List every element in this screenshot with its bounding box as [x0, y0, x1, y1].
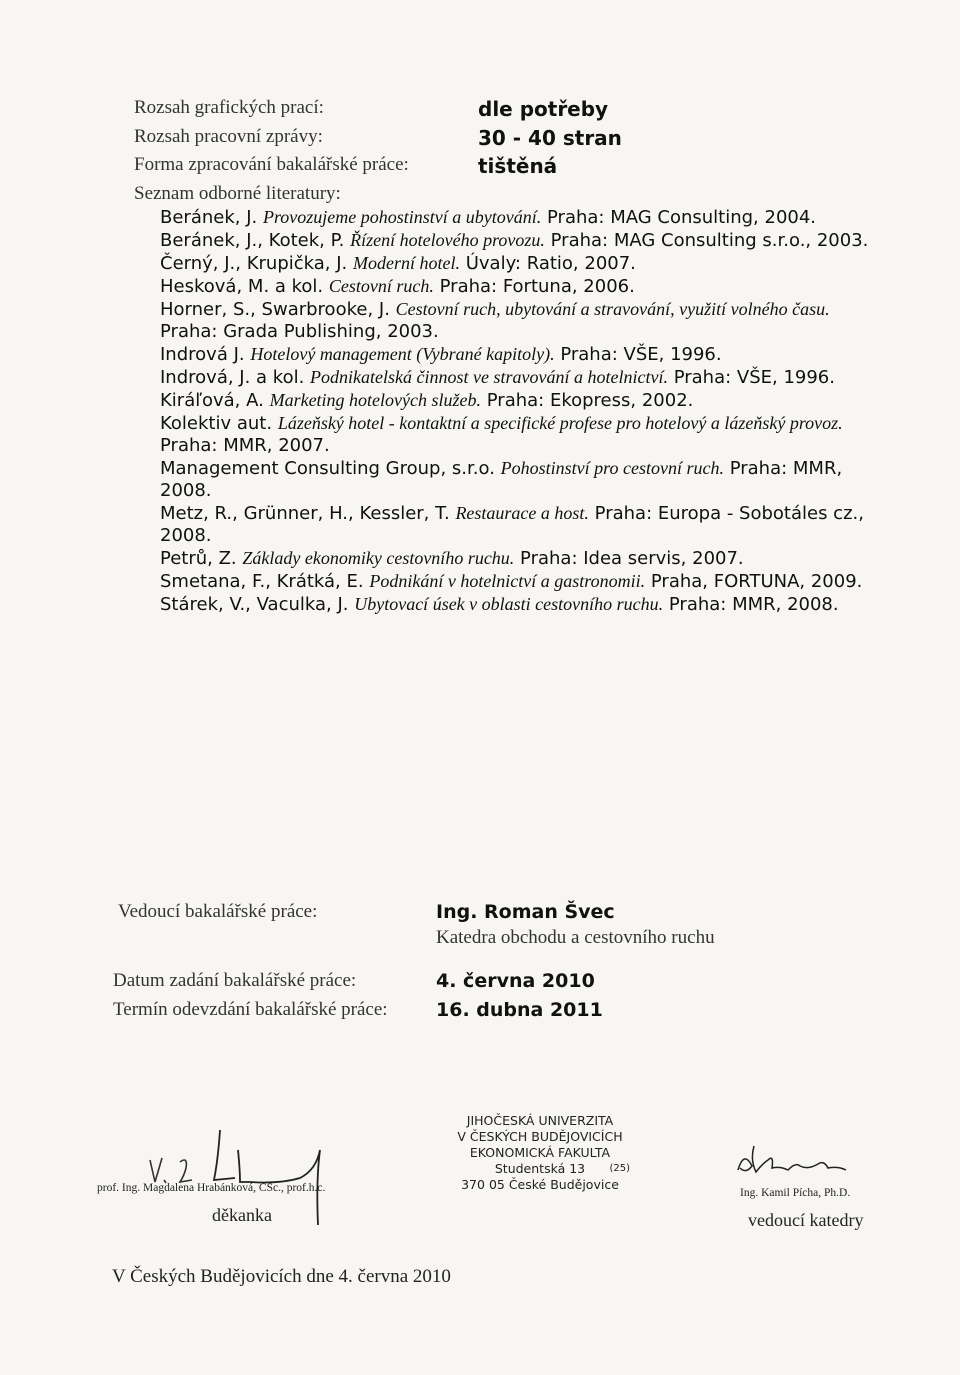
reference-item: Indrová, J. a kol. Podnikatelská činnost ve stravování a hotelnictví. Praha: VŠE, 1996. [160, 367, 835, 388]
due-date-value: 16. dubna 2011 [436, 999, 603, 1021]
literature-list [160, 206, 880, 616]
due-date-label: Termín odevzdání bakalářské práce: [113, 999, 388, 1020]
reference-item: Kiráľová, A. Marketing hotelových služeb. Praha: Ekopress, 2002. [160, 390, 694, 411]
head-role: vedoucí katedry [748, 1210, 864, 1230]
faculty-stamp [430, 1113, 650, 1193]
reference-item: Management Consulting Group, s.r.o. Pohostinství pro cestovní ruch. Praha: MMR, 2008. [160, 458, 843, 501]
meta-value-report: 30 - 40 stran [478, 126, 622, 150]
meta-value-graphics: dle potřeby [478, 97, 609, 121]
stamp-line: JIHOČESKÁ UNIVERZITA [466, 1113, 614, 1128]
supervisor-label: Vedoucí bakalářské práce: [118, 901, 318, 922]
meta-label-graphics: Rozsah grafických prací: [134, 97, 324, 118]
stamp-number: (25) [609, 1163, 630, 1174]
stamp-line: V ČESKÝCH BUDĚJOVICÍCH [457, 1129, 623, 1144]
reference-item: Stárek, V., Vaculka, J. Ubytovací úsek v oblasti cestovního ruchu. Praha: MMR, 2008. [160, 594, 839, 615]
reference-item: Černý, J., Krupička, J. Moderní hotel. Úvaly: Ratio, 2007. [160, 253, 636, 274]
place-date: V Českých Budějovicích dne 4. června 2010 [112, 1266, 451, 1287]
head-name: Ing. Kamil Pícha, Ph.D. [740, 1187, 851, 1199]
stamp-line: 370 05 České Budějovice [461, 1177, 619, 1192]
meta-value-form: tištěná [478, 154, 558, 178]
stamp-line: EKONOMICKÁ FAKULTA [469, 1145, 611, 1160]
reference-item: Hesková, M. a kol. Cestovní ruch. Praha: Fortuna, 2006. [160, 276, 635, 297]
reference-item: Horner, S., Swarbrooke, J. Cestovní ruch, ubytování a stravování, využití volného času. Praha: Grada Publishing, 2003. [160, 299, 830, 342]
dean-name: prof. Ing. Magdalena Hrabánková, CSc., prof.h.c. [97, 1182, 326, 1194]
reference-item: Indrová J. Hotelový management (Vybrané kapitoly). Praha: VŠE, 1996. [160, 344, 722, 365]
reference-item: Smetana, F., Krátká, E. Podnikání v hotelnictví a gastronomii. Praha, FORTUNA, 2009. [160, 571, 863, 592]
supervisor-name: Ing. Roman Švec [436, 901, 615, 923]
supervisor-department: Katedra obchodu a cestovního ruchu [436, 927, 715, 948]
dean-role: děkanka [212, 1205, 272, 1225]
reference-item: Beránek, J. Provozujeme pohostinství a ubytování. Praha: MAG Consulting, 2004. [160, 207, 817, 228]
reference-item: Petrů, Z. Základy ekonomiky cestovního ruchu. Praha: Idea servis, 2007. [160, 548, 744, 569]
head-signature [728, 1140, 878, 1190]
assigned-date-label: Datum zadání bakalářské práce: [113, 970, 357, 991]
literature-heading: Seznam odborné literatury: [134, 183, 341, 204]
meta-label-report: Rozsah pracovní zprávy: [134, 126, 323, 147]
reference-item: Metz, R., Grünner, H., Kessler, T. Restaurace a host. Praha: Europa - Sobotáles cz., 2008. [160, 503, 864, 546]
stamp-line: Studentská 13 [494, 1161, 586, 1176]
reference-item: Kolektiv aut. Lázeňský hotel - kontaktní a specifické profese pro hotelový a lázeňský provoz. Praha: MMR, 2007. [160, 413, 843, 456]
reference-item: Beránek, J., Kotek, P. Řízení hotelového provozu. Praha: MAG Consulting s.r.o., 2003. [160, 230, 869, 251]
meta-label-form: Forma zpracování bakalářské práce: [134, 154, 409, 175]
assigned-date-value: 4. června 2010 [436, 970, 595, 992]
